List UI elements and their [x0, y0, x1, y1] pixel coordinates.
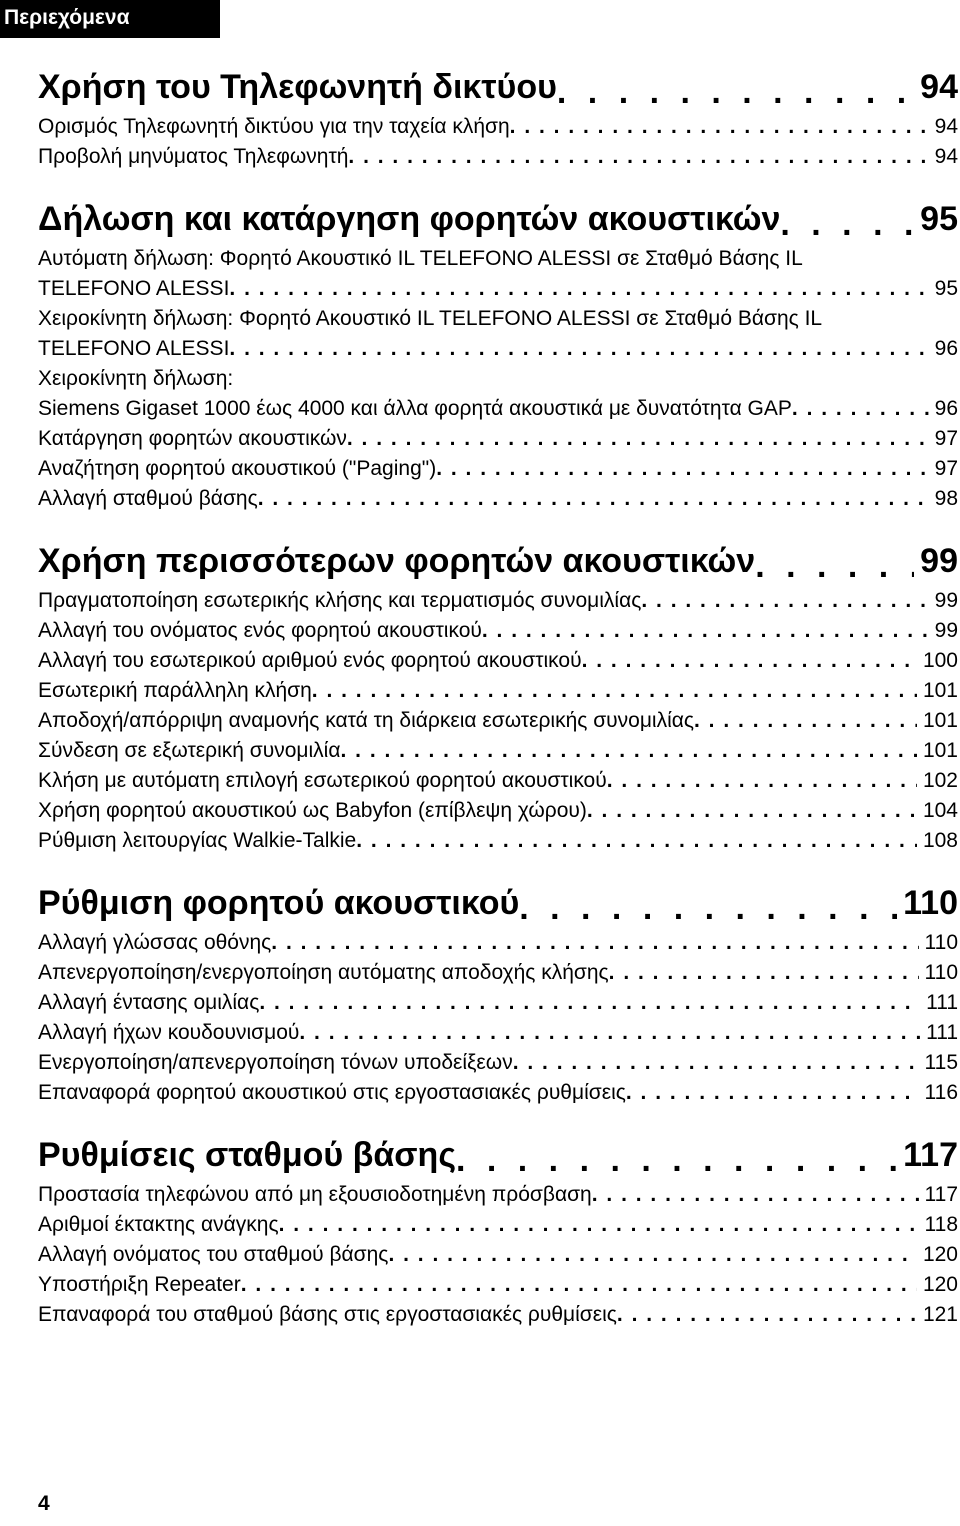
entry-title-line1: Χειροκίνητη δήλωση:: [38, 367, 234, 390]
page-header: [0, 0, 220, 38]
entry-page-number: 101: [922, 739, 958, 762]
dot-leader: [229, 277, 928, 301]
dot-leader: [259, 991, 920, 1015]
dot-leader: [299, 1021, 920, 1045]
section-title: Ρυθμίσεις σταθμού βάσης: [38, 1136, 456, 1174]
section-title: Χρήση του Τηλεφωνητή δικτύου: [38, 68, 557, 106]
entry-page-number: 118: [924, 1213, 958, 1236]
toc-entry[interactable]: [38, 1270, 960, 1300]
toc-entry[interactable]: [38, 1048, 960, 1078]
dot-leader: [617, 1303, 917, 1327]
toc-entry[interactable]: [38, 454, 960, 484]
toc-entry[interactable]: [38, 1210, 960, 1240]
entry-page-number: 110: [924, 961, 958, 984]
dot-leader: [347, 427, 929, 451]
dot-leader: [356, 829, 917, 853]
dot-leader: [519, 889, 897, 928]
entry-title: Χρήση φορητού ακουστικού ως Babyfon (επίβλεψη χώρου): [38, 799, 587, 822]
dot-leader: [592, 1183, 919, 1207]
toc-section-heading[interactable]: [38, 56, 960, 112]
entry-page-number: 100: [922, 649, 958, 672]
toc-entry-first-line[interactable]: [38, 244, 960, 274]
entry-title: Σύνδεση σε εξωτερική συνομιλία: [38, 739, 341, 762]
entry-title: Siemens Gigaset 1000 έως 4000 και άλλα φορητά ακουστικά με δυνατότητα GAP: [38, 397, 792, 420]
entry-title-line1: Αυτόματη δήλωση: Φορητό Ακουστικό IL TELEFONO ALESSI σε Σταθμό Βάσης IL: [38, 247, 803, 270]
toc-section-heading[interactable]: [38, 872, 960, 928]
entry-title: Αλλαγή σταθμού βάσης: [38, 487, 258, 510]
entry-page-number: 101: [922, 679, 958, 702]
entry-title: Αριθμοί έκτακτης ανάγκης: [38, 1213, 279, 1236]
entry-page-number: 111: [926, 991, 958, 1014]
entry-title: Αλλαγή ονόματος του σταθμού βάσης: [38, 1243, 389, 1266]
entry-title: Ενεργοποίηση/απενεργοποίηση τόνων υποδείξεων: [38, 1051, 513, 1074]
entry-title: Αλλαγή γλώσσας οθόνης: [38, 931, 272, 954]
toc-entry[interactable]: [38, 736, 960, 766]
toc-entry[interactable]: [38, 928, 960, 958]
toc-entry[interactable]: [38, 1240, 960, 1270]
section-page-number: 95: [920, 200, 958, 238]
toc-entry[interactable]: [38, 766, 960, 796]
entry-title: TELEFONO ALESSI: [38, 277, 230, 300]
dot-leader: [557, 73, 914, 112]
entry-title: Επαναφορά φορητού ακουστικού στις εργοστασιακές ρυθμίσεις: [38, 1081, 626, 1104]
toc-entry[interactable]: [38, 616, 960, 646]
toc-section-heading[interactable]: [38, 530, 960, 586]
entry-page-number: 104: [922, 799, 958, 822]
toc-entry[interactable]: [38, 706, 960, 736]
entry-title: Απενεργοποίηση/ενεργοποίηση αυτόματης αποδοχής κλήσης: [38, 961, 609, 984]
entry-page-number: 94: [934, 115, 958, 138]
toc-section-heading[interactable]: [38, 188, 960, 244]
entry-title: Εσωτερική παράλληλη κλήση: [38, 679, 312, 702]
entry-page-number: 96: [934, 397, 958, 420]
toc-entry[interactable]: [38, 1078, 960, 1108]
dot-leader: [348, 145, 928, 169]
section-title: Ρύθμιση φορητού ακουστικού: [38, 884, 520, 922]
entry-title: Πραγματοποίηση εσωτερικής κλήσης και τερματισμός συνομιλίας: [38, 589, 642, 612]
entry-title: Αλλαγή του ονόματος ενός φορητού ακουστικού: [38, 619, 482, 642]
dot-leader: [755, 547, 914, 586]
entry-title: Προβολή μηνύματος Τηλεφωνητή: [38, 145, 349, 168]
entry-page-number: 94: [934, 145, 958, 168]
entry-page-number: 96: [934, 337, 958, 360]
toc-entry[interactable]: [38, 334, 960, 364]
section-title: Δήλωση και κατάργηση φορητών ακουστικών: [38, 200, 781, 238]
toc-entry[interactable]: [38, 1180, 960, 1210]
toc-entry[interactable]: [38, 1018, 960, 1048]
entry-title-line1: Χειροκίνητη δήλωση: Φορητό Ακουστικό IL TELEFONO ALESSI σε Σταθμό Βάσης IL: [38, 307, 823, 330]
entry-page-number: 117: [924, 1183, 958, 1206]
dot-leader: [510, 115, 929, 139]
dot-leader: [792, 397, 929, 421]
entry-page-number: 120: [922, 1273, 958, 1296]
dot-leader: [312, 679, 917, 703]
dot-leader: [641, 589, 928, 613]
entry-page-number: 101: [922, 709, 958, 732]
entry-page-number: 99: [934, 619, 958, 642]
entry-page-number: 99: [934, 589, 958, 612]
entry-title: Ορισμός Τηλεφωνητή δικτύου για την ταχεία κλήση: [38, 115, 510, 138]
entry-title: Αποδοχή/απόρριψη αναμονής κατά τη διάρκεια εσωτερικής συνομιλίας: [38, 709, 695, 732]
dot-leader: [694, 709, 917, 733]
entry-page-number: 97: [934, 427, 958, 450]
entry-page-number: 115: [924, 1051, 958, 1074]
dot-leader: [582, 649, 917, 673]
entry-page-number: 97: [934, 457, 958, 480]
toc-entry[interactable]: [38, 484, 960, 514]
entry-title: Αλλαγή έντασης ομιλίας: [38, 991, 260, 1014]
toc-entry[interactable]: [38, 112, 960, 142]
dot-leader: [780, 205, 914, 244]
entry-page-number: 102: [922, 769, 958, 792]
toc-entry[interactable]: [38, 988, 960, 1018]
page-title: Περιεχόμενα: [4, 6, 130, 29]
entry-title: Κλήση με αυτόματη επιλογή εσωτερικού φορητού ακουστικού: [38, 769, 607, 792]
dot-leader: [587, 799, 917, 823]
dot-leader: [456, 1141, 897, 1180]
toc-section-heading[interactable]: [38, 1124, 960, 1180]
toc-entry[interactable]: [38, 1300, 960, 1330]
entry-title: Υποστήριξη Repeater: [38, 1273, 241, 1296]
toc-entry[interactable]: [38, 676, 960, 706]
entry-title: Προστασία τηλεφώνου από μη εξουσιοδοτημένη πρόσβαση: [38, 1183, 592, 1206]
entry-page-number: 95: [934, 277, 958, 300]
dot-leader: [271, 931, 918, 955]
dot-leader: [229, 337, 928, 361]
section-page-number: 99: [920, 542, 958, 580]
entry-title: TELEFONO ALESSI: [38, 337, 230, 360]
dot-leader: [258, 487, 929, 511]
section-page-number: 110: [903, 884, 958, 922]
entry-page-number: 108: [922, 829, 958, 852]
dot-leader: [388, 1243, 917, 1267]
section-title: Χρήση περισσότερων φορητών ακουστικών: [38, 542, 756, 580]
dot-leader: [341, 739, 917, 763]
dot-leader: [607, 769, 917, 793]
entry-page-number: 116: [924, 1081, 958, 1104]
page-number: 4: [38, 1492, 50, 1515]
entry-page-number: 98: [934, 487, 958, 510]
table-of-contents: [38, 56, 960, 1330]
entry-page-number: 111: [926, 1021, 958, 1044]
toc-entry[interactable]: [38, 274, 960, 304]
entry-page-number: 121: [922, 1303, 958, 1326]
entry-title: Αναζήτηση φορητού ακουστικού ("Paging"): [38, 457, 437, 480]
toc-entry[interactable]: [38, 142, 960, 172]
toc-entry-first-line[interactable]: [38, 364, 960, 394]
dot-leader: [279, 1213, 919, 1237]
dot-leader: [626, 1081, 919, 1105]
section-page-number: 117: [903, 1136, 958, 1174]
dot-leader: [513, 1051, 919, 1075]
entry-page-number: 110: [924, 931, 958, 954]
toc-entry-first-line[interactable]: [38, 304, 960, 334]
section-page-number: 94: [920, 68, 958, 106]
entry-title: Κατάργηση φορητών ακουστικών: [38, 427, 347, 450]
entry-title: Ρύθμιση λειτουργίας Walkie-Talkie: [38, 829, 357, 852]
entry-title: Επαναφορά του σταθμού βάσης στις εργοστασιακές ρυθμίσεις: [38, 1303, 617, 1326]
dot-leader: [609, 961, 919, 985]
toc-entry[interactable]: [38, 958, 960, 988]
dot-leader: [241, 1273, 917, 1297]
toc-entry[interactable]: [38, 646, 960, 676]
dot-leader: [436, 457, 928, 481]
toc-entry[interactable]: [38, 586, 960, 616]
entry-title: Αλλαγή ήχων κουδουνισμού: [38, 1021, 300, 1044]
toc-entry[interactable]: [38, 826, 960, 856]
toc-entry[interactable]: [38, 394, 960, 424]
toc-entry[interactable]: [38, 424, 960, 454]
toc-entry[interactable]: [38, 796, 960, 826]
entry-title: Αλλαγή του εσωτερικού αριθμού ενός φορητού ακουστικού: [38, 649, 582, 672]
entry-page-number: 120: [922, 1243, 958, 1266]
dot-leader: [482, 619, 929, 643]
